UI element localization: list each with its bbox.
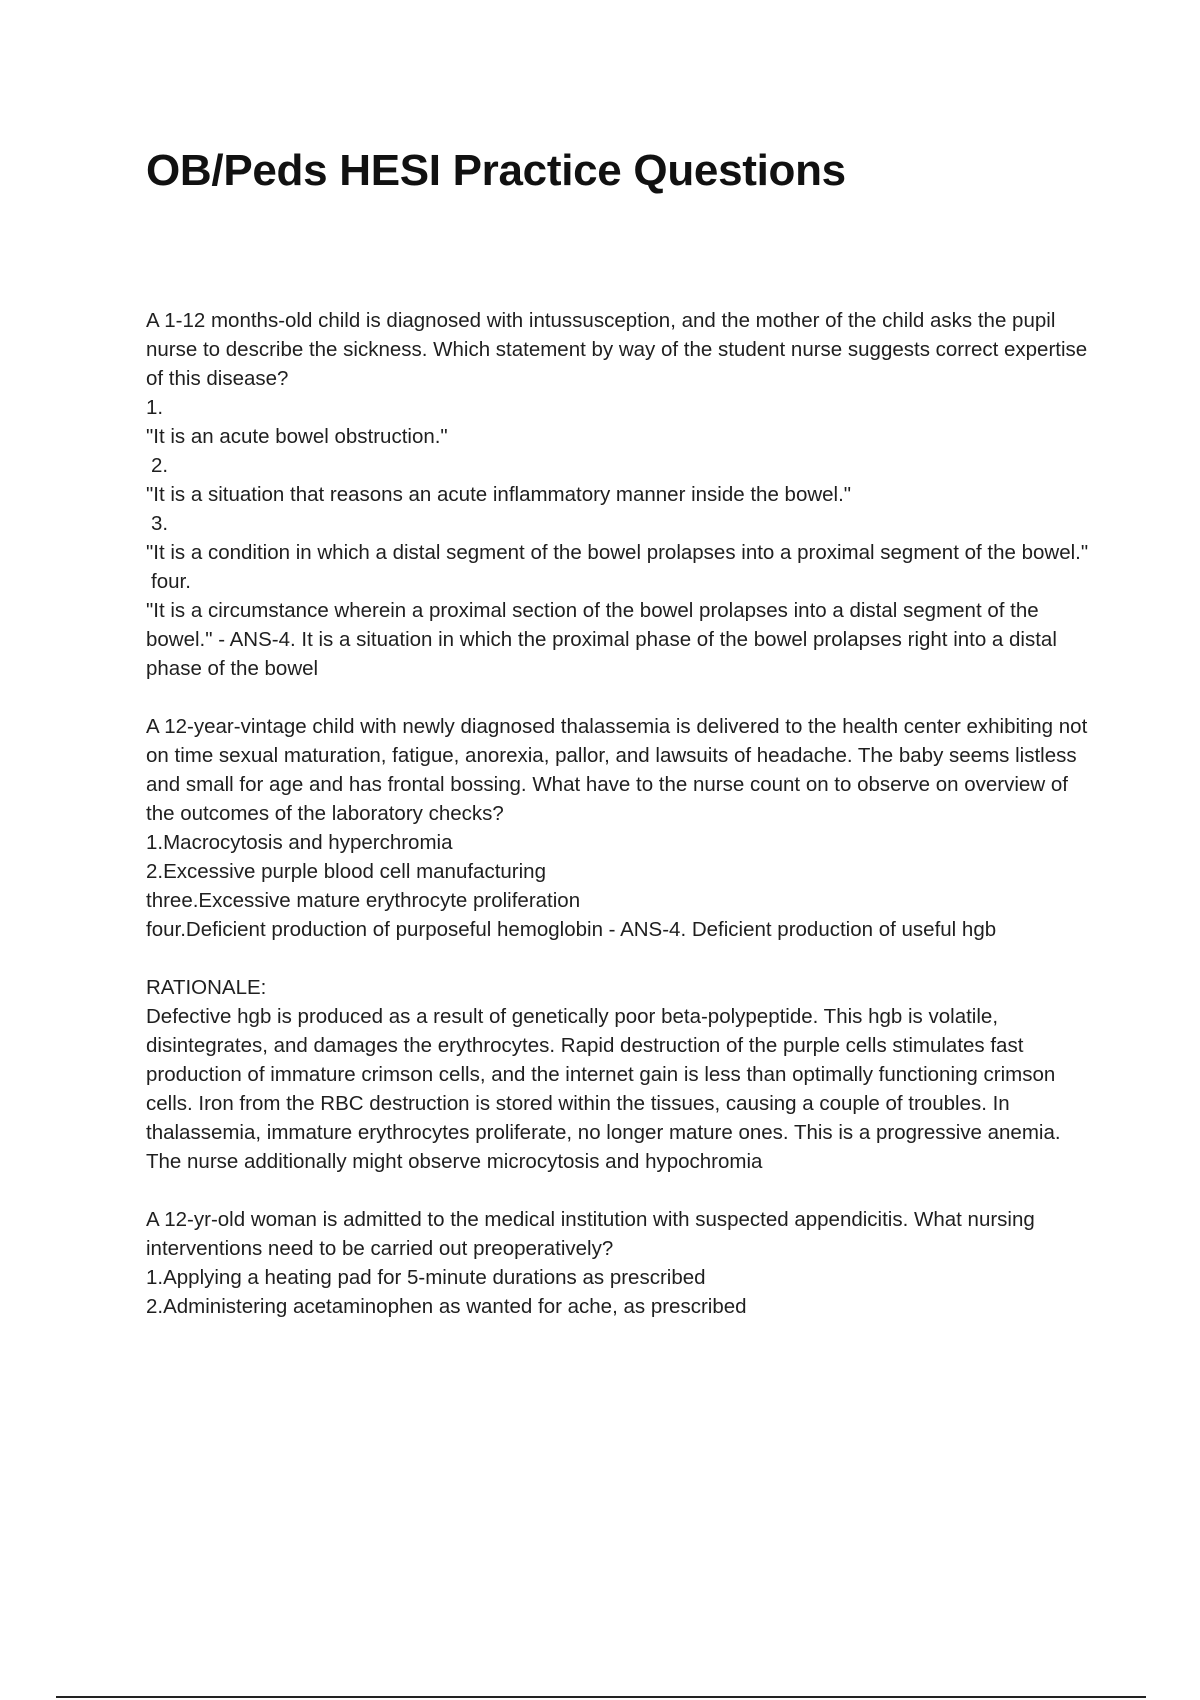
option: 2.Excessive purple blood cell manufacturing	[146, 860, 546, 883]
option: three.Excessive mature erythrocyte proliferation	[146, 889, 581, 912]
option-number: 2.	[151, 454, 169, 477]
question-2-options	[146, 828, 1096, 944]
question-3	[146, 1205, 1096, 1321]
question-1	[146, 306, 1096, 683]
footer-divider	[56, 1696, 1146, 1698]
option-text-with-answer: "It is a circumstance wherein a proximal section of the bowel prolapses into a distal segment of the bowel." - ANS-4. It is a situation in which the proximal phase of the bowel prolapses right into a distal phase of the bowel	[146, 599, 1057, 680]
option-number: 3.	[151, 512, 169, 535]
question-3-stem: A 12-yr-old woman is admitted to the medical institution with suspected appendicitis. What nursing interventions need to be carried out preoperatively?	[146, 1208, 1035, 1260]
option: 1.Macrocytosis and hyperchromia	[146, 831, 453, 854]
question-1-stem: A 1-12 months-old child is diagnosed with intussusception, and the mother of the child asks the pupil nurse to describe the sickness. Which statement by way of the student nurse suggests correct expertise of this disease?	[146, 309, 1088, 390]
question-3-options	[146, 1263, 1096, 1321]
question-2	[146, 712, 1096, 1176]
option: 2.Administering acetaminophen as wanted for ache, as prescribed	[146, 1295, 747, 1318]
option-text: "It is an acute bowel obstruction."	[146, 425, 448, 448]
rationale-label: RATIONALE:	[146, 976, 267, 999]
option-text: "It is a condition in which a distal segment of the bowel prolapses into a proximal segment of the bowel."	[146, 541, 1089, 564]
option-with-answer: four.Deficient production of purposeful hemoglobin - ANS-4. Deficient production of useful hgb	[146, 918, 997, 941]
question-1-options	[146, 393, 1096, 683]
rationale-text: Defective hgb is produced as a result of genetically poor beta-polypeptide. This hgb is volatile, disintegrates, and damages the erythrocytes. Rapid destruction of the purple cells stimulates fast production of immature crimson cells, and the internet gain is less than optimally functioning crimson cells. Iron from the RBC destruction is stored within the tissues, causing a couple of troubles. In thalassemia, immature erythrocytes proliferate, no longer mature ones. This is a progressive anemia. The nurse additionally might observe microcytosis and hypochromia	[146, 1005, 1061, 1173]
document-body	[146, 306, 1096, 1350]
option: 1.Applying a heating pad for 5-minute durations as prescribed	[146, 1266, 706, 1289]
option-number: four.	[151, 570, 191, 593]
page-title: OB/Peds HESI Practice Questions	[146, 146, 846, 195]
question-2-stem: A 12-year-vintage child with newly diagnosed thalassemia is delivered to the health center exhibiting not on time sexual maturation, fatigue, anorexia, pallor, and lawsuits of headache. The baby seems listless and small for age and has frontal bossing. What have to the nurse count on to observe on overview of the outcomes of the laboratory checks?	[146, 715, 1088, 825]
option-number: 1.	[146, 396, 164, 419]
option-text: "It is a situation that reasons an acute inflammatory manner inside the bowel."	[146, 483, 852, 506]
rationale	[146, 973, 1096, 1176]
